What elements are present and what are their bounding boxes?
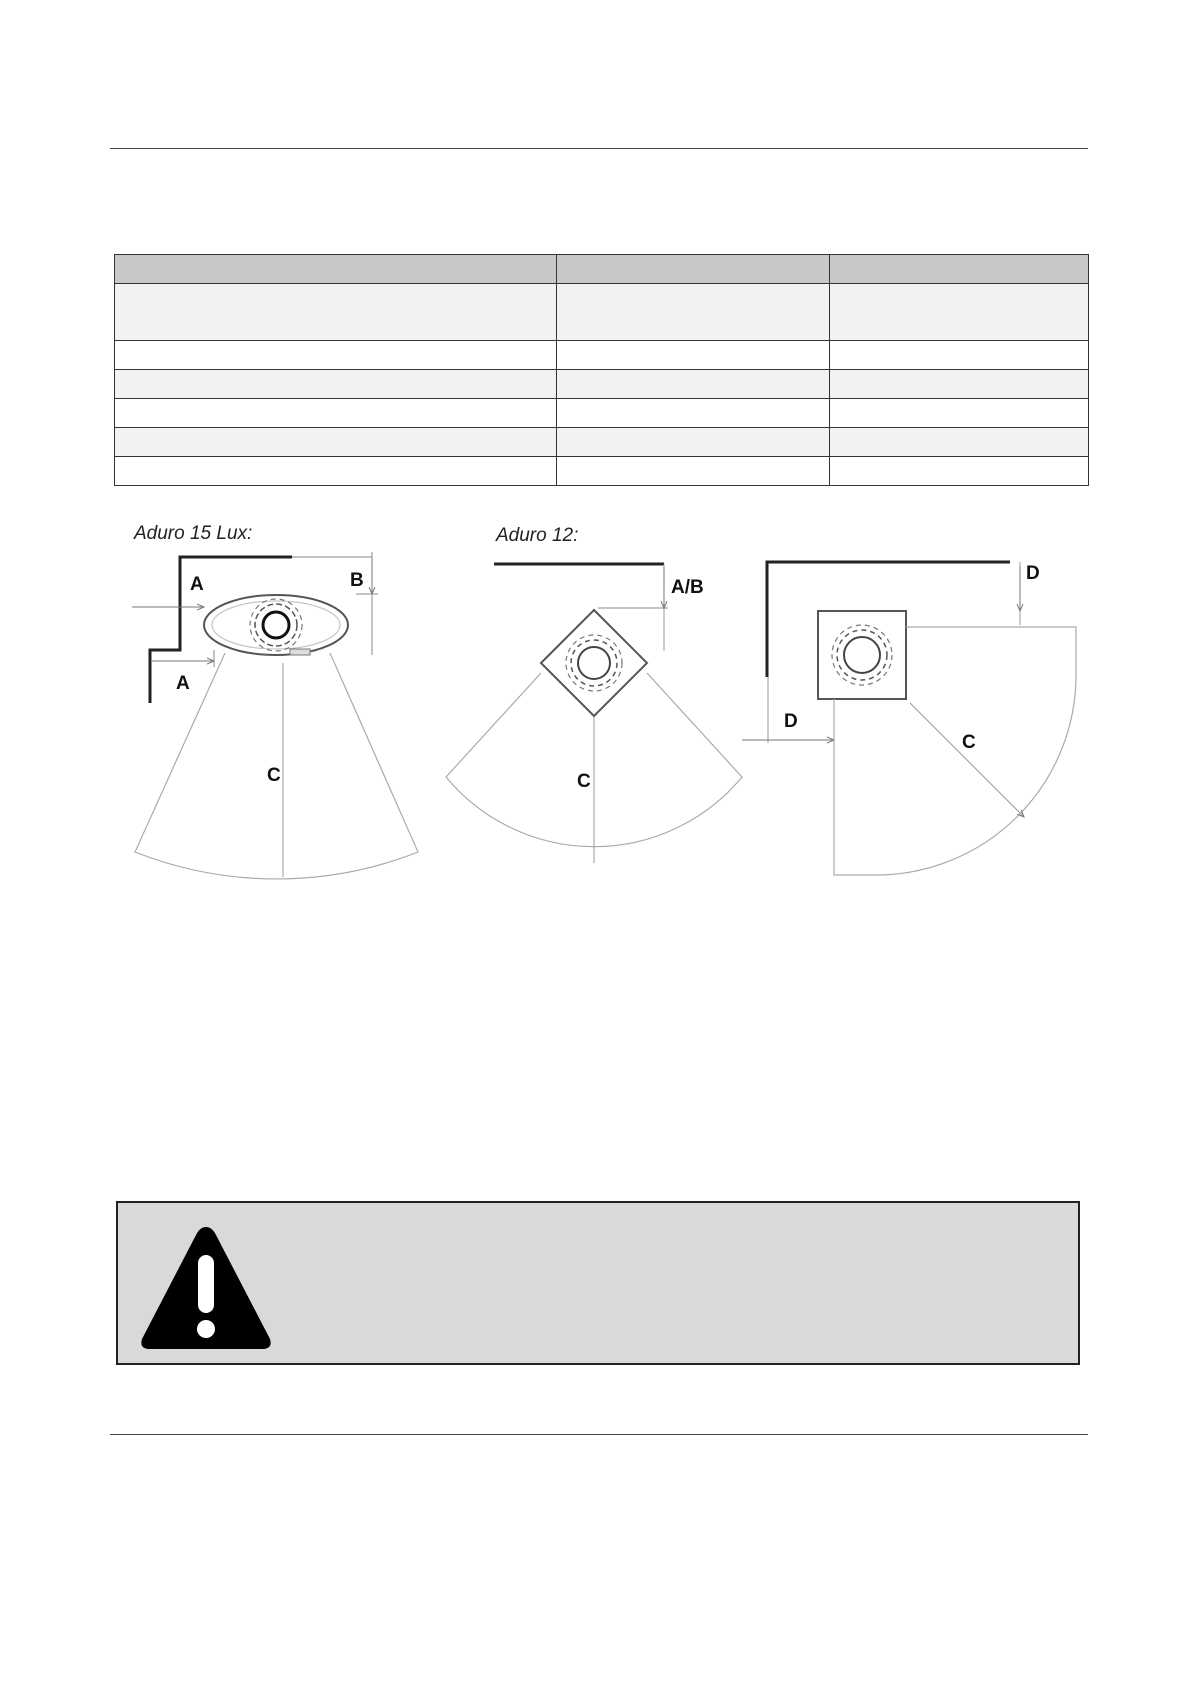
- warning-box: [116, 1201, 1080, 1365]
- label-c-corner: C: [962, 732, 976, 753]
- diagram-title-aduro12: Aduro 12:: [496, 525, 579, 546]
- diagram-aduro-15-lux: [132, 523, 418, 879]
- label-c-aduro12-wall: C: [577, 771, 591, 792]
- label-b: B: [350, 570, 364, 591]
- warning-triangle-icon: [138, 1221, 274, 1357]
- table-row: [115, 457, 1089, 486]
- diagram-aduro-12-corner: [742, 562, 1076, 875]
- clearance-table: [114, 254, 1089, 486]
- diagram-aduro-12-wall: [446, 525, 742, 863]
- label-d-left: D: [784, 711, 798, 732]
- table-row: [115, 370, 1089, 399]
- label-a-upper: A: [190, 574, 204, 595]
- label-c-lux: C: [267, 765, 281, 786]
- label-ab: A/B: [671, 577, 704, 598]
- footer-rule: [110, 1434, 1088, 1435]
- header-rule: [110, 148, 1088, 149]
- table-row: [115, 341, 1089, 370]
- clearance-diagrams: [0, 515, 1191, 895]
- table-header-row: [115, 255, 1089, 284]
- table-row: [115, 284, 1089, 341]
- table-row: [115, 399, 1089, 428]
- table-row: [115, 428, 1089, 457]
- label-d-top: D: [1026, 563, 1040, 584]
- label-a-lower: A: [176, 673, 190, 694]
- diagram-title-lux: Aduro 15 Lux:: [134, 523, 253, 544]
